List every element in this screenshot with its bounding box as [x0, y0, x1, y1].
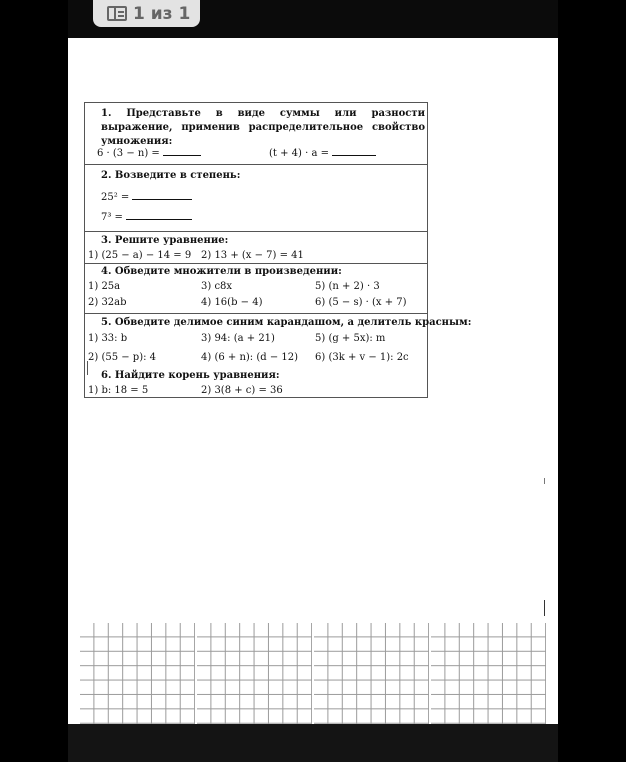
viewer-left-margin: [0, 0, 68, 762]
task-1-title: 1. Представьте в виде суммы или разности выражение, применив распределительное свойство умножения:: [101, 108, 425, 147]
task-3-item-2: 2) 13 + (x − 7) = 41: [201, 250, 304, 261]
task-5-item-5: 5) (g + 5x): m: [315, 333, 386, 344]
document-page[interactable]: [68, 38, 558, 724]
page-indicator-label: 1 из 1: [133, 3, 191, 24]
graph-paper-block-1: [80, 623, 195, 725]
graph-paper-block-4: [431, 623, 546, 725]
answer-blank: [163, 147, 201, 156]
task-6-item-2: 2) 3(8 + c) = 36: [201, 385, 283, 396]
task-5-item-1: 1) 33: b: [88, 333, 128, 344]
task-2-title: 2. Возведите в степень:: [101, 170, 241, 181]
task-6-item-1: 1) b: 18 = 5: [88, 385, 149, 396]
answer-blank: [126, 211, 192, 220]
task-3: [85, 232, 427, 264]
graph-paper-block-2: [197, 623, 312, 725]
edge-mark: [544, 478, 545, 484]
viewer-bottom-bar: [68, 724, 558, 762]
task-5-item-4: 4) (6 + n): (d − 12): [201, 352, 298, 363]
task-4-item-3: 3) c8x: [201, 281, 233, 292]
task-1-item-2: (t + 4) · a =: [269, 147, 376, 159]
page-indicator[interactable]: [93, 0, 200, 27]
answer-blank: [332, 147, 376, 156]
task-6-title: 6. Найдите корень уравнения:: [101, 370, 280, 381]
answer-blank: [132, 191, 192, 200]
task-sheet: [84, 102, 472, 398]
task-6: [85, 368, 427, 399]
task-5-item-3: 3) 94: (a + 21): [201, 333, 275, 344]
task-4-item-1: 1) 25a: [88, 281, 121, 292]
task-4-item-5: 5) (n + 2) · 3: [315, 281, 380, 292]
task-5: [85, 314, 472, 368]
task-3-item-1: 1) (25 − a) − 14 = 9: [88, 250, 192, 261]
task-4-item-4: 4) 16(b − 4): [201, 297, 263, 308]
task-5-item-6: 6) (3k + v − 1): 2c: [315, 352, 409, 363]
task-1: [85, 103, 427, 165]
graph-paper-block-3: [314, 623, 429, 725]
edge-mark: [544, 600, 545, 616]
page-view-icon: [107, 6, 127, 21]
task-4-item-6: 6) (5 − s) · (x + 7): [315, 297, 407, 308]
task-5-item-2: 2) (55 − p): 4: [88, 352, 157, 363]
viewer-right-margin: [558, 0, 626, 762]
task-4-item-2: 2) 32ab: [88, 297, 127, 308]
task-2: [85, 165, 427, 232]
task-1-item-1: 6 · (3 − n) =: [97, 147, 201, 159]
task-4-title: 4. Обведите множители в произведении:: [101, 266, 342, 277]
task-5-title: 5. Обведите делимое синим карандашом, а делитель красным:: [101, 317, 472, 328]
task-3-title: 3. Решите уравнение:: [101, 235, 229, 246]
task-2-item-1: 25² =: [101, 191, 192, 203]
task-2-item-2: 7³ =: [101, 211, 192, 223]
task-4: [85, 264, 427, 314]
